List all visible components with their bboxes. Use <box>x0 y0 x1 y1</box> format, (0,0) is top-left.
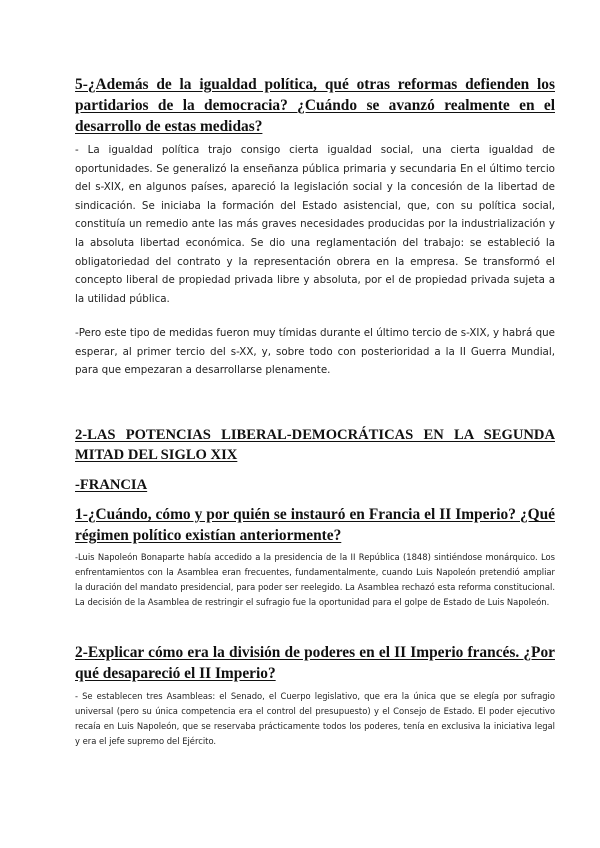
answer-2-paragraph: - Se establecen tres Asambleas: el Senado, el Cuerpo legislativo, que era la única que se elegía por sufragio universal (pero su única competencia era el control del presupuesto) y el Consejo de Estado. El poder ejecutivo recaía en Luis Napoleón, que se reservaba prácticamente todos los poderes, tenía en exclusiva la iniciativa legal y era el jefe supremo del Ejército. <box>75 691 555 746</box>
france-subtitle: -FRANCIA <box>75 477 148 493</box>
question-1-heading: 1-¿Cuándo, cómo y por quién se instauró en Francia el II Imperio? ¿Qué régimen político existían anteriormente? <box>75 506 555 544</box>
section-2-title: 2-LAS POTENCIAS LIBERAL-DEMOCRÁTICAS EN LA SEGUNDA MITAD DEL SIGLO XIX <box>75 427 555 463</box>
answer-5-paragraph-1: - La igualdad política trajo consigo cierta igualdad social, una cierta igualdad de oportunidades. Se generalizó la enseñanza pública primaria y secundaria En el último tercio del s-XIX, en algunos países, apareció la legislación social y la concesión de la libertad de sindicación. Se iniciaba la formación del Estado asistencial, que, con su política social, constituía un remedio ante las más graves necesidades producidas por la industrialización y la absoluta libertad económica. Se dio una reglamentación del trabajo: se estableció la obligatoriedad del contrato y la representación obrera en la empresa. Se transformó el concepto liberal de propiedad privada libre y absoluta, por el de propiedad privada sujeta a la utilidad pública. <box>75 144 555 305</box>
answer-5-paragraph-2: -Pero este tipo de medidas fueron muy tímidas durante el último tercio de s-XIX, y habrá que esperar, al primer tercio del s-XX, y, sobre todo con posterioridad a la II Guerra Mundial, para que empezaran a desarrollarse plenamente. <box>75 327 555 377</box>
question-2-heading: 2-Explicar cómo era la división de poderes en el II Imperio francés. ¿Por qué desapareció el II Imperio? <box>75 644 555 682</box>
answer-1-paragraph: -Luis Napoleón Bonaparte había accedido a la presidencia de la II República (1848) sintiéndose monárquico. Los enfrentamientos con la Asamblea eran frecuentes, fundamentalmente, cuando Luis Napoleón pretendió ampliar la duración del mandato presidencial, para poder ser reelegido. La Asamblea rechazó esta reforma constitucional. La decisión de la Asamblea de restringir el sufragio fue la oportunidad para el golpe de Estado de Luis Napoleón. <box>75 552 555 607</box>
question-5-heading: 5-¿Además de la igualdad política, qué otras reformas defienden los partidarios de la democracia? ¿Cuándo se avanzó realmente en el desarrollo de estas medidas? <box>75 76 555 135</box>
